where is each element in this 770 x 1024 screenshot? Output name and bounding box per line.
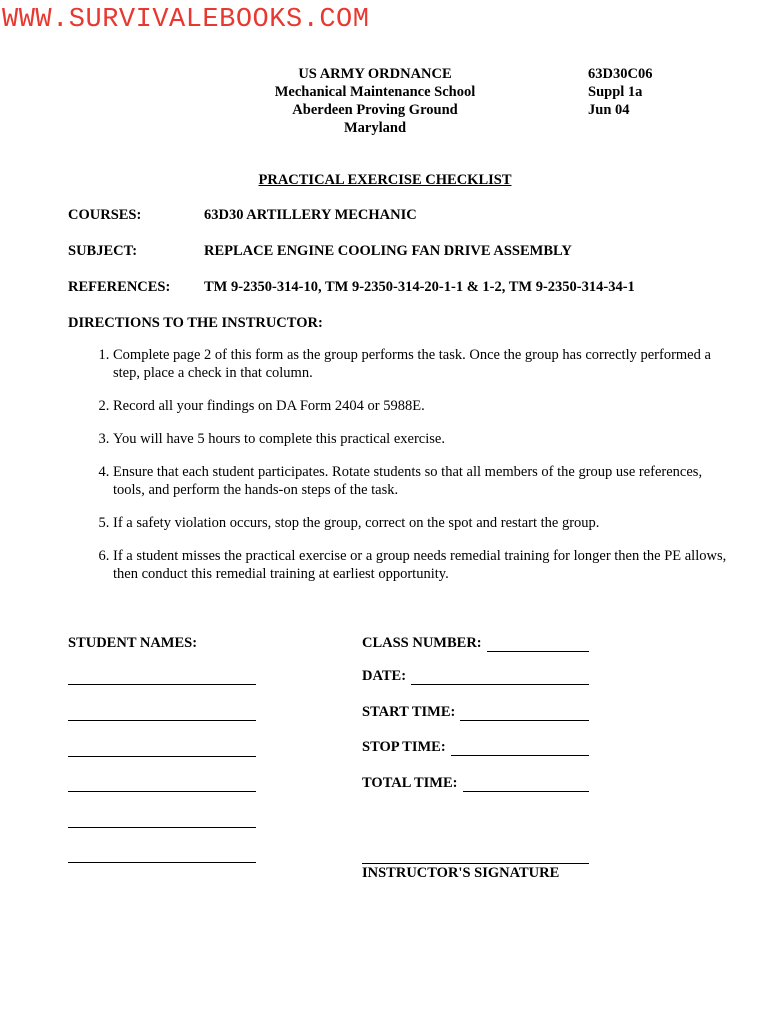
student-name-line-5[interactable] bbox=[68, 827, 256, 828]
header-org: US ARMY ORDNANCE bbox=[298, 66, 452, 82]
class-number-label: CLASS NUMBER: bbox=[362, 635, 482, 651]
instructor-signature-line[interactable] bbox=[362, 863, 589, 864]
total-time-field bbox=[362, 775, 589, 792]
total-time-line[interactable] bbox=[463, 777, 590, 792]
start-time-field bbox=[362, 704, 589, 721]
total-time-label: TOTAL TIME: bbox=[362, 775, 458, 791]
direction-item: 5. If a safety violation occurs, stop the group, correct on the spot and restart the group. bbox=[113, 514, 737, 532]
student-name-line-1[interactable] bbox=[68, 684, 256, 685]
start-time-label: START TIME: bbox=[362, 704, 456, 720]
direction-item: 3. You will have 5 hours to complete this practical exercise. bbox=[113, 430, 737, 448]
header-organization-block bbox=[230, 65, 520, 137]
student-name-line-4[interactable] bbox=[68, 791, 256, 792]
directions-heading: DIRECTIONS TO THE INSTRUCTOR: bbox=[68, 315, 323, 331]
direction-item: 1. Complete page 2 of this form as the group performs the task. Once the group has correctly performed a step, place a check in that column. bbox=[113, 346, 737, 382]
class-number-line[interactable] bbox=[487, 637, 589, 652]
header-state: Maryland bbox=[343, 120, 407, 136]
direction-item: 2. Record all your findings on DA Form 2404 or 5988E. bbox=[113, 397, 737, 415]
date-field bbox=[362, 668, 589, 685]
student-name-line-2[interactable] bbox=[68, 720, 256, 721]
document-title-text: PRACTICAL EXERCISE CHECKLIST bbox=[258, 172, 512, 188]
start-time-line[interactable] bbox=[460, 706, 589, 721]
header-code-block bbox=[588, 65, 652, 119]
directions-list bbox=[68, 346, 737, 598]
student-name-line-3[interactable] bbox=[68, 756, 256, 757]
stop-time-label: STOP TIME: bbox=[362, 739, 446, 755]
student-names-label: STUDENT NAMES: bbox=[68, 635, 198, 651]
class-number-field bbox=[362, 635, 589, 652]
direction-item: 6. If a student misses the practical exercise or a group needs remedial training for longer then the PE allows, then conduct this remedial training at earliest opportunity. bbox=[113, 547, 737, 583]
date-label: DATE: bbox=[362, 668, 407, 684]
header-supplement: Suppl 1a bbox=[588, 84, 643, 100]
header-school: Mechanical Maintenance School bbox=[274, 84, 476, 100]
subject-label: SUBJECT: bbox=[68, 243, 138, 259]
references-label: REFERENCES: bbox=[68, 279, 171, 295]
courses-label: COURSES: bbox=[68, 207, 142, 223]
document-title bbox=[0, 172, 770, 189]
date-line[interactable] bbox=[411, 670, 589, 685]
stop-time-field bbox=[362, 739, 589, 756]
student-name-line-6[interactable] bbox=[68, 862, 256, 863]
header-date: Jun 04 bbox=[588, 102, 630, 118]
stop-time-line[interactable] bbox=[451, 741, 589, 756]
direction-item: 4. Ensure that each student participates. Rotate students so that all members of the group use references, tools, and perform the hands-on steps of the task. bbox=[113, 463, 737, 499]
instructor-signature-label: INSTRUCTOR'S SIGNATURE bbox=[362, 865, 560, 881]
subject-value: REPLACE ENGINE COOLING FAN DRIVE ASSEMBLY bbox=[204, 243, 572, 259]
courses-value: 63D30 ARTILLERY MECHANIC bbox=[204, 207, 417, 223]
header-code: 63D30C06 bbox=[588, 66, 653, 82]
watermark-text: WWW.SURVIVALEBOOKS.COM bbox=[2, 5, 370, 35]
references-value: TM 9-2350-314-10, TM 9-2350-314-20-1-1 & 1-2, TM 9-2350-314-34-1 bbox=[204, 279, 635, 295]
header-location: Aberdeen Proving Ground bbox=[292, 102, 458, 118]
